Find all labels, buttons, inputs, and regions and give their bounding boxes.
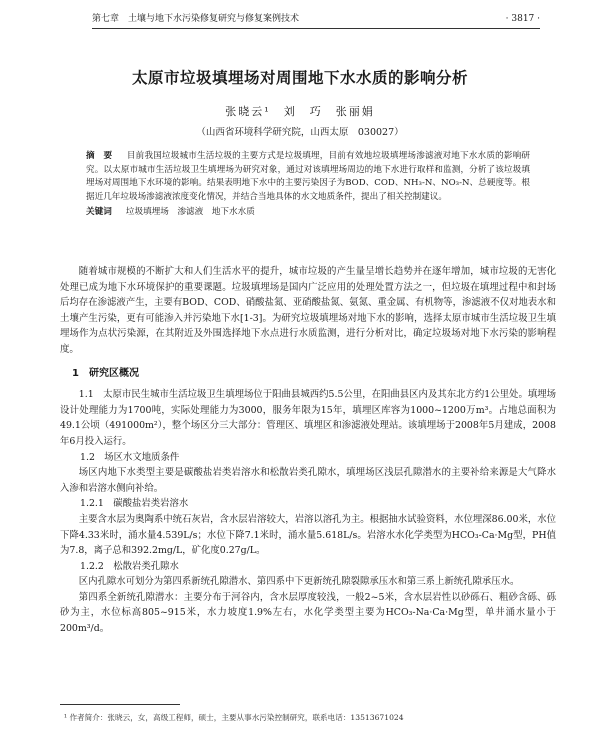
authors: 张晓云¹ 刘 巧 张丽娟 (225, 105, 375, 118)
footnote: ¹ 作者简介：张晓云，女，高级工程师，硕士，主要从事水污染控制研究，联系电话：13513671024 (64, 713, 404, 722)
paper-title: 太原市垃圾填埋场对周围地下水水质的影响分析 (131, 69, 468, 87)
abstract-label: 摘 要 (86, 151, 113, 161)
section-heading-1-2-1: 1.2.1 碳酸盐岩类岩溶水 (80, 498, 189, 510)
section-heading-1-2-2: 1.2.2 松散岩类孔隙水 (80, 560, 179, 572)
keywords (86, 206, 530, 220)
intro-paragraph: 随着城市规模的不断扩大和人们生活水平的提升，城市垃圾的产生量呈增长趋势并在逐年增加，城市垃圾的无害化处理已成为地下水环境保护的重要课题。垃圾填埋场是国内广泛应用的处理处置方法之一，但垃圾在填埋过程中和封场后均存在渗滤液产生，主要有BOD、COD、硝酸盐氮、亚硝酸盐氮、氨氮、重金属、有机物等，渗滤液不仅对地表水和土壤产生污染，更有可能渗入并污染地下水[1-3]。为研究垃圾填埋场对地下水的影响，选择太原市城市生活垃圾卫生填埋场作为点状污染源，在其附近及外围选择地下水点进行水质监测，进行分析对比，确定垃圾场对地下水污染的影响程度。 (60, 266, 556, 355)
footnote-divider (60, 704, 180, 705)
section-1-2-2-paragraph-1: 区内孔隙水可划分为第四系新统孔隙潜水、第四系中下更新统孔隙裂隙承压水和第三系上新统孔隙承压水。 (78, 576, 520, 588)
section-1-2-2-paragraph-2: 第四系全新统孔隙潜水：主要分布于河谷内，含水层厚度较浅，一般2~5米，含水层岩性以砂砾石、粗砂含砾、砾砂为主，水位标高805~915米，水力坡度1.9%左右，水化学类型主要为HCO₃-Na·Ca·Mg型，单井涌水量小于200m³/d。 (60, 591, 556, 635)
section-heading-1: 1 研究区概况 (72, 367, 139, 379)
section-1-2-1-paragraph: 主要含水层为奥陶系中统石灰岩，含水层岩溶较大，岩溶以溶孔为主。根据抽水试验资料，水位埋深86.00米，水位下降4.33米时，涌水量4.539L/s；水位下降7.1米时，涌水量5.618L/s。岩溶水水化学类型为HCO₃-Ca·Mg型，PH值为7.8，离子总和392.2mg/L，矿化度0.27g/L。 (60, 513, 556, 557)
section-1-2-paragraph: 场区内地下水类型主要是碳酸盐岩类岩溶水和松散岩类孔隙水，填埋场区浅层孔隙潜水的主要补给来源是大气降水入渗和岩溶水侧向补给。 (60, 467, 556, 494)
keywords-text: 垃圾填埋场 渗滤液 地下水水质 (125, 207, 255, 217)
keywords-label: 关键词 (86, 207, 112, 217)
section-heading-1-2: 1.2 场区水文地质条件 (80, 451, 180, 463)
body-text (60, 264, 556, 637)
abstract-block (86, 150, 530, 220)
abstract-text: 目前我国垃圾城市生活垃圾的主要方式是垃圾填埋，目前有效地垃圾填埋场渗滤液对地下水水质的影响研究。以太原市城市生活垃圾卫生填埋场为研究对象，通过对该填埋场周边的地下水进行取样和监测，分析了该垃圾填埋场对周围地下水环境的影响。结果表明地下水中的主要污染因子为BOD、COD、NH₃-N、NO₃-N、总硬度等。根据近几年垃圾场渗滤液浓度变化情况，并结合当地具体的水文地质条件，提出了相关控制建议。 (86, 151, 530, 202)
affiliation: （山西省环境科学研究院，山西太原 030027） (196, 127, 404, 138)
page-number: · 3817 · (505, 14, 540, 24)
section-1-1-paragraph: 1.1 太原市民生城市生活垃圾卫生填埋场位于阳曲县城西约5.5公里，在阳曲县区内及其东北方约1公里处。填埋场设计处理能力为1700吨，实际处理能力为3000，服务年限为15年，填埋区库容为1000~1200万m³。占地总面积为49.1公顷（491000m²），整个场区分三大部分：管理区、填埋区和渗滤液处理站。该填埋场于2008年5月建成，2008年6月投入运行。 (60, 389, 556, 447)
abstract (86, 150, 530, 204)
header-chapter: 第七章 土壤与地下水污染修复研究与修复案例技术 (92, 14, 300, 24)
running-header (92, 10, 540, 29)
